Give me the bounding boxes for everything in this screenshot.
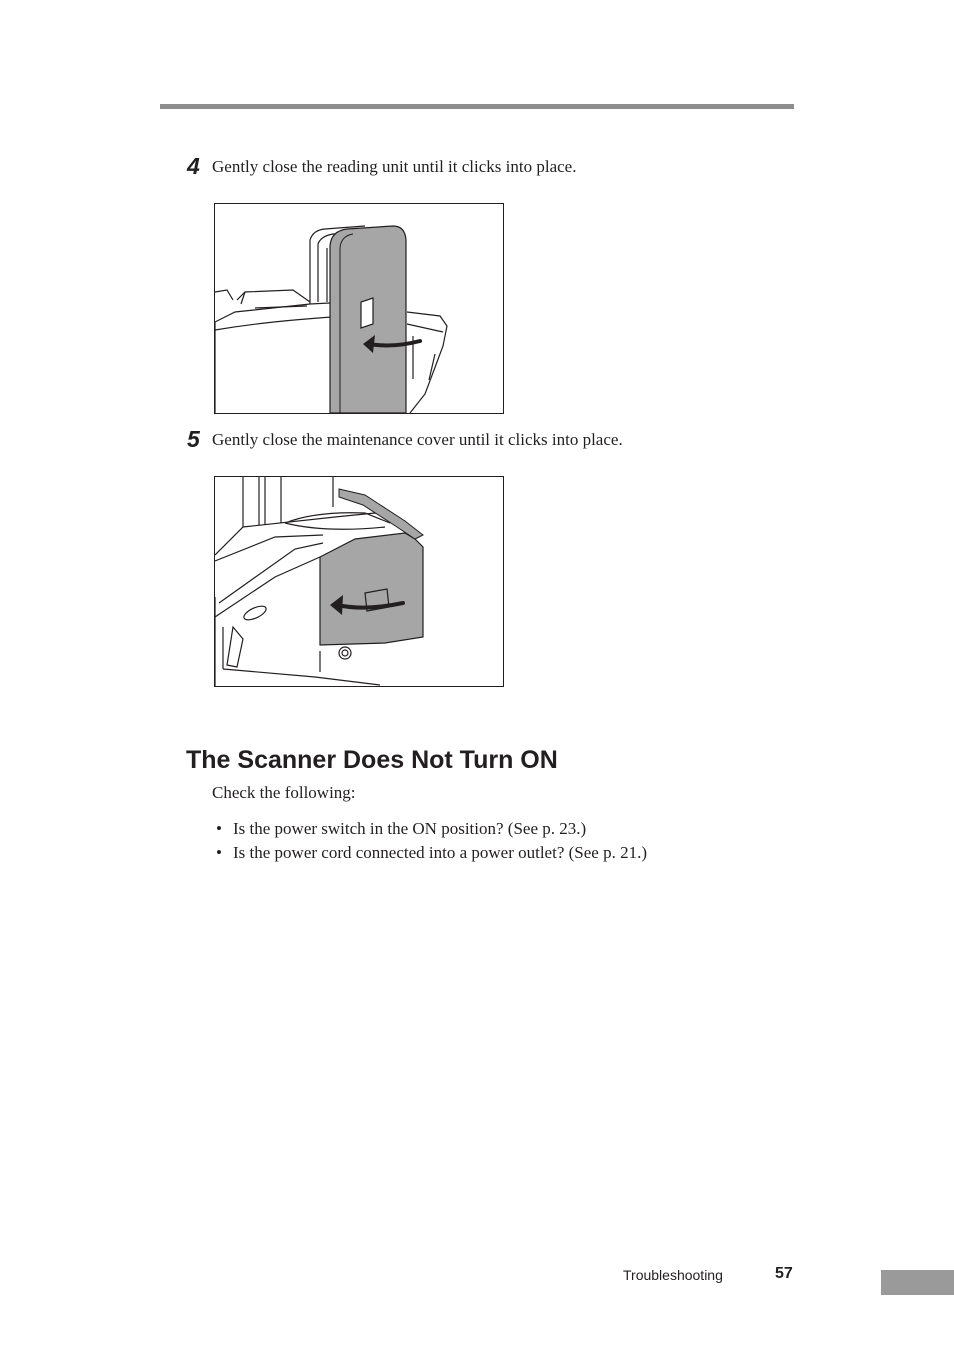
checklist-item-text: Is the power cord connected into a power outlet? (See p. 21.) [233,843,647,862]
figure-maintenance-cover [214,476,504,687]
reading-unit-illustration [215,204,503,413]
step-5-number: 5 [187,426,200,452]
section-title: The Scanner Does Not Turn ON [186,746,558,774]
checklist-item [216,817,647,841]
footer-chapter-label: Troubleshooting [623,1267,723,1283]
latch-icon [361,298,373,328]
step-5-text: Gently close the maintenance cover until it clicks into place. [212,430,623,449]
chapter-tab [881,1270,954,1295]
step-4-text: Gently close the reading unit until it clicks into place. [212,157,577,176]
figure-reading-unit [214,203,504,414]
checklist [216,817,647,865]
header-rule [160,104,794,109]
checklist-item-text: Is the power switch in the ON position? (See p. 23.) [233,819,587,838]
checklist-item [216,841,647,865]
bullet-icon: • [216,843,222,862]
maintenance-cover-shade [320,533,423,645]
section-intro: Check the following: [212,783,356,802]
page-number: 57 [775,1265,793,1282]
bullet-icon: • [216,819,222,838]
maintenance-cover-illustration [215,477,503,686]
step-4-number: 4 [187,153,200,179]
